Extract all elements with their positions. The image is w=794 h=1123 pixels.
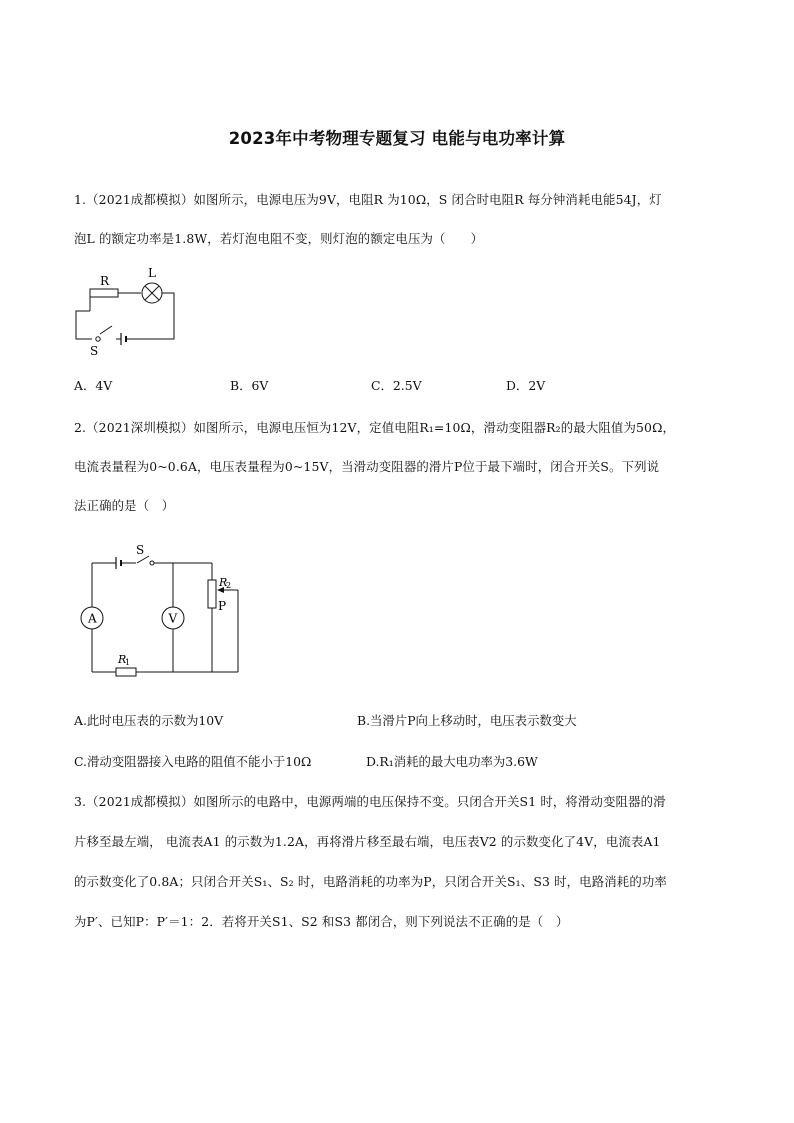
question-3-line-3: 的示数变化了0.8A；只闭合开关S₁、S₂ 时，电路消耗的功率为P，只闭合开关S₁、S3 时，电路消耗的功率	[74, 874, 667, 889]
switch-s	[100, 326, 112, 334]
label-r: R	[100, 274, 110, 288]
label-s: S	[90, 344, 99, 358]
q2-option-d: D.R₁消耗的最大电功率为3.6W	[366, 754, 538, 769]
label-r2: R	[219, 576, 228, 589]
q2-option-b: B.当滑片P向上移动时，电压表示数变大	[357, 713, 577, 728]
label-r1: R	[118, 653, 127, 666]
label-a: A	[88, 611, 97, 626]
circuit-diagram-1	[70, 264, 190, 359]
q1-option-b: B．6V	[230, 378, 269, 393]
q1-option-a: A．4V	[74, 378, 113, 393]
wire-left	[76, 311, 92, 339]
label-v: V	[168, 611, 178, 626]
q1-option-c: C．2.5V	[371, 378, 422, 393]
question-1-line-1: 1.（2021成都模拟）如图所示，电源电压为9V，电阻R 为10Ω，S 闭合时电阻R 每分钟消耗电能54J，灯	[74, 192, 662, 207]
question-2-line-2: 电流表量程为0~0.6A，电压表量程为0~15V，当滑动变阻器的滑片P位于最下端时，闭合开关S。下列说	[74, 459, 660, 474]
question-3-line-2: 片移至最左端， 电流表A1 的示数为1.2A，再将滑片移至最右端，电压表V2 的示数变化了4V，电流表A1	[74, 834, 661, 849]
label-r1-sub: 1	[125, 658, 131, 667]
resistor-r1	[116, 668, 136, 676]
question-3-line-1: 3.（2021成都模拟）如图所示的电路中，电源两端的电压保持不变。只闭合开关S1 时，将滑动变阻器的滑	[74, 794, 666, 809]
q2-option-a: A.此时电压表的示数为10V	[74, 713, 224, 728]
page-title: 2023年中考物理专题复习 电能与电功率计算	[228, 129, 566, 148]
label-p: P	[218, 599, 227, 613]
label-s: S	[136, 543, 145, 557]
label-r2-sub: 2	[226, 581, 232, 590]
resistor-r	[90, 289, 118, 297]
q1-option-d: D．2V	[506, 378, 546, 393]
resistor-r2	[208, 580, 216, 608]
question-2-line-3: 法正确的是（ ）	[74, 498, 175, 513]
label-l: L	[148, 266, 156, 280]
question-3-line-4: 为P′、已知P：P′＝1：2．若将开关S1、S2 和S3 都闭合，则下列说法不正确的是（ ）	[74, 914, 569, 929]
q2-option-c: C.滑动变阻器接入电路的阻值不能小于10Ω	[74, 754, 312, 769]
question-1-line-2: 泡L 的额定功率是1.8W，若灯泡电阻不变，则灯泡的额定电压为（ ）	[74, 231, 484, 246]
switch-s	[137, 556, 149, 563]
question-2-line-1: 2.（2021深圳模拟）如图所示，电源电压恒为12V，定值电阻R₁=10Ω，滑动变阻器R₂的最大阻值为50Ω，	[74, 420, 676, 435]
circuit-diagram-2	[74, 538, 249, 678]
